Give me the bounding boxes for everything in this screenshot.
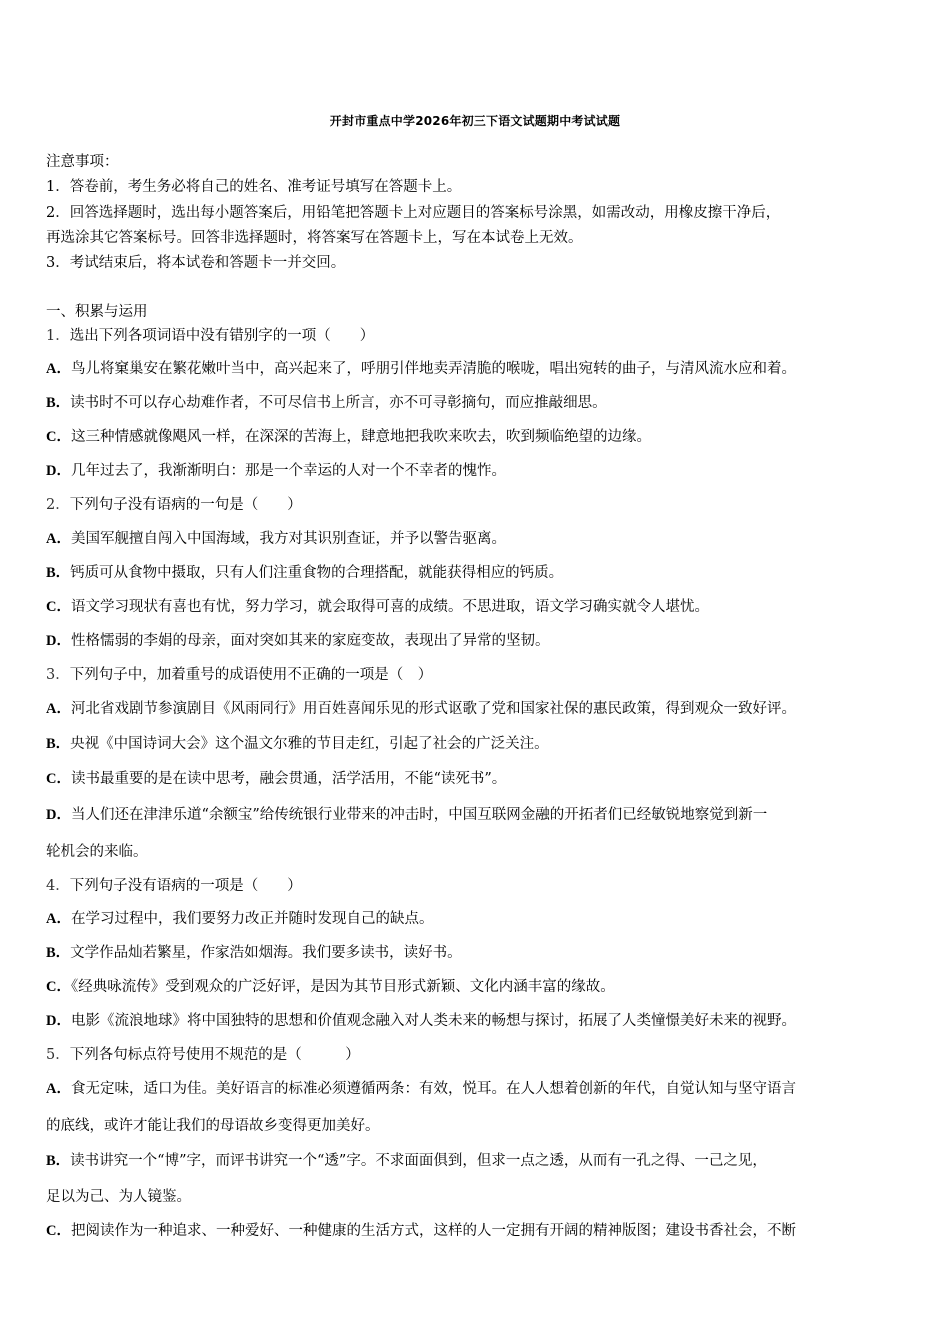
option-letter: A． [46, 1081, 71, 1097]
question-stem [46, 665, 432, 685]
question-number: 3． [46, 667, 70, 683]
option-letter: C． [46, 1223, 71, 1239]
option-line [46, 699, 796, 719]
option-text: 美国军舰擅自闯入中国海域，我方对其识别查证，并予以警告驱离。 [70, 531, 506, 547]
question-text: 下列句子没有语病的一句是（ ） [69, 497, 302, 513]
question-number: 1． [46, 328, 70, 344]
option-text: 这三种情感就像飓风一样，在深深的苦海上，肆意地把我吹来吹去，吹到频临绝望的边缘。 [70, 429, 651, 445]
option-line [46, 909, 433, 929]
notice-heading: 注意事项： [46, 154, 119, 170]
option-letter: C． [46, 429, 71, 445]
option-line-continued: 足以为己、为人镜鉴。 [46, 1189, 191, 1205]
option-letter: C． [46, 599, 71, 615]
option-line-continued: 轮机会的来临。 [46, 844, 148, 860]
question-number: 2． [46, 497, 70, 513]
option-letter: D． [46, 1013, 71, 1029]
option-letter: C． [46, 979, 71, 995]
notice-item: 1．答卷前，考生务必将自己的姓名、准考证号填写在答题卡上。 [46, 179, 462, 195]
option-line [46, 359, 796, 379]
question-number: 5． [46, 1047, 70, 1063]
option-line [46, 943, 462, 963]
section-heading: 一、积累与运用 [46, 304, 148, 320]
option-letter: A． [46, 911, 71, 927]
option-line [46, 1221, 796, 1241]
option-letter: A． [46, 531, 71, 547]
option-text: 河北省戏剧节参演剧目《风雨同行》用百姓喜闻乐见的形式讴歌了党和国家社保的惠民政策，得到观众一致好评。 [70, 701, 796, 717]
question-text: 下列句子没有语病的一项是（ ） [69, 878, 302, 894]
option-letter: C． [46, 771, 71, 787]
option-letter: B． [46, 945, 71, 961]
option-line [46, 977, 615, 997]
option-letter: D． [46, 463, 71, 479]
option-letter: B． [46, 565, 71, 581]
option-line [46, 1079, 796, 1099]
option-text: 读书时不可以存心劫难作者，不可尽信书上所言，亦不可寻彰摘句，而应推敲细思。 [70, 395, 607, 411]
option-line [46, 805, 767, 825]
option-line [46, 769, 506, 789]
option-text: 钙质可从食物中摄取，只有人们注重食物的合理搭配，就能获得相应的钙质。 [70, 565, 564, 581]
option-letter: A． [46, 361, 71, 377]
option-letter: A． [46, 701, 71, 717]
question-text: 下列句子中，加着重号的成语使用不正确的一项是（ ） [69, 667, 433, 683]
option-letter: B． [46, 736, 71, 752]
notice-item: 3．考试结束后，将本试卷和答题卡一并交回。 [46, 255, 346, 271]
option-line [46, 734, 549, 754]
option-line [46, 461, 506, 481]
question-stem [46, 1045, 360, 1065]
option-letter: D． [46, 633, 71, 649]
option-text: 几年过去了，我渐渐明白：那是一个幸运的人对一个不幸者的愧怍。 [70, 463, 506, 479]
option-text: 读书讲究一个“博”字，而评书讲究一个“透”字。不求面面俱到，但求一点之透，从而有一孔之得、一己之见， [70, 1153, 767, 1169]
question-number: 4． [46, 878, 70, 894]
option-line [46, 597, 709, 617]
question-stem [46, 876, 302, 896]
question-stem [46, 495, 302, 515]
option-text: 在学习过程中，我们要努力改正并随时发现自己的缺点。 [70, 911, 434, 927]
option-text: 央视《中国诗词大会》这个温文尔雅的节目走红，引起了社会的广泛关注。 [70, 736, 549, 752]
option-line [46, 631, 549, 651]
page-title: 开封市重点中学2026年初三下语文试题期中考试试题 [329, 114, 621, 128]
option-text: 性格懦弱的李娟的母亲，面对突如其来的家庭变故，表现出了异常的坚韧。 [70, 633, 550, 649]
option-text: 语文学习现状有喜也有忧，努力学习，就会取得可喜的成绩。不思进取，语文学习确实就令人堪忧。 [70, 599, 709, 615]
option-line [46, 1151, 767, 1171]
option-text: 读书最重要的是在读中思考，融会贯通，活学活用，不能“读死书”。 [70, 771, 507, 787]
option-text: 鸟儿将窠巢安在繁花嫩叶当中，高兴起来了，呼朋引伴地卖弄清脆的喉咙，唱出宛转的曲子，与清风流水应和着。 [70, 361, 796, 377]
option-text: 文学作品灿若繁星，作家浩如烟海。我们要多读书，读好书。 [70, 945, 462, 961]
option-text: 食无定味，适口为佳。美好语言的标准必须遵循两条：有效，悦耳。在人人想着创新的年代，自觉认知与坚守语言 [70, 1081, 796, 1097]
option-line [46, 563, 563, 583]
option-text: 当人们还在津津乐道“余额宝”给传统银行业带来的冲击时，中国互联网金融的开拓者们已经敏锐地察觉到新一 [70, 807, 768, 823]
option-text: 把阅读作为一种追求、一种爱好、一种健康的生活方式，这样的人一定拥有开阔的精神版图；建设书香社会，不断 [70, 1223, 796, 1239]
option-text: 《经典咏流传》受到观众的广泛好评，是因为其节目形式新颖、文化内涵丰富的缘故。 [70, 979, 615, 995]
question-text: 下列各句标点符号使用不规范的是（ ） [69, 1047, 360, 1063]
option-letter: D． [46, 807, 71, 823]
question-text: 选出下列各项词语中没有错别字的一项（ ） [69, 328, 375, 344]
option-letter: B． [46, 1153, 71, 1169]
option-letter: B． [46, 395, 71, 411]
notice-item: 2．回答选择题时，选出每小题答案后，用铅笔把答题卡上对应题目的答案标号涂黑，如需改动，用橡皮擦干净后， [46, 205, 781, 221]
question-stem [46, 326, 374, 346]
option-line [46, 529, 506, 549]
option-text: 电影《流浪地球》将中国独特的思想和价值观念融入对人类未来的畅想与探讨，拓展了人类憧憬美好未来的视野。 [70, 1013, 796, 1029]
option-line [46, 1011, 796, 1031]
option-line-continued: 的底线，或许才能让我们的母语故乡变得更加美好。 [46, 1118, 380, 1134]
option-line [46, 393, 607, 413]
option-line [46, 427, 651, 447]
notice-item: 再选涂其它答案标号。回答非选择题时，将答案写在答题卡上，写在本试卷上无效。 [46, 230, 583, 246]
